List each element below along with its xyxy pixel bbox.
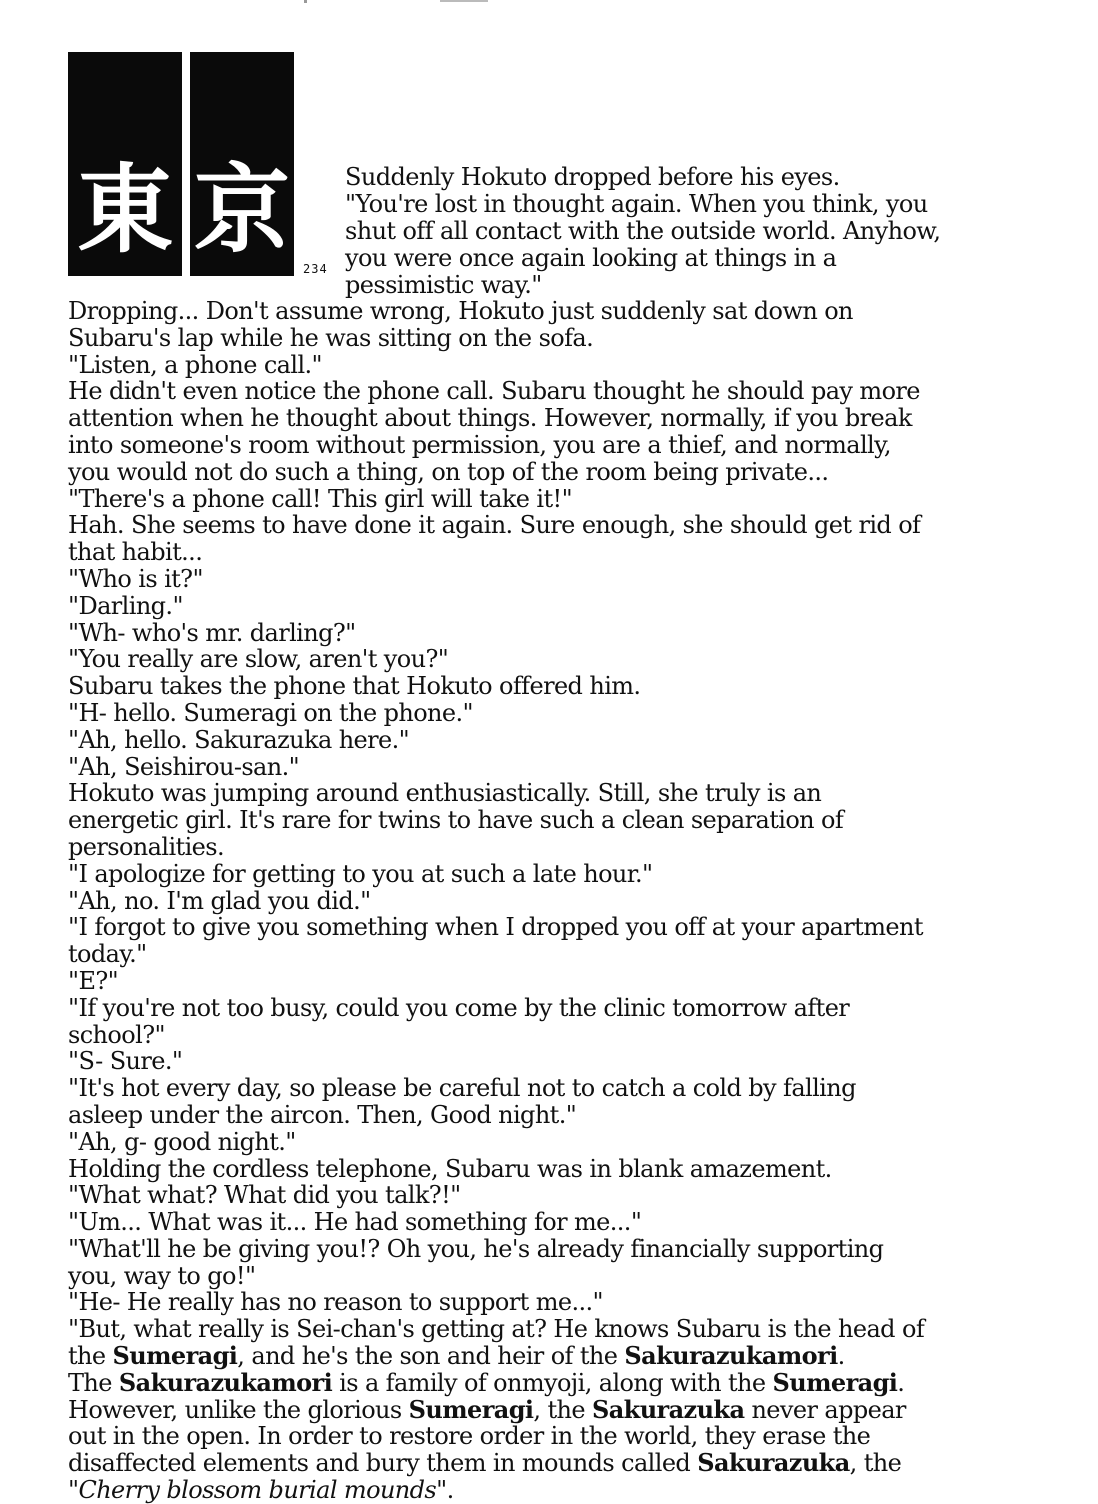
text-segment: Subaru's lap while he was sitting on the sofa. xyxy=(68,323,594,352)
scan-marks xyxy=(440,0,500,8)
text-line xyxy=(68,1129,1058,1156)
intro-paragraph xyxy=(345,164,1045,299)
text-segment: you, way to go!" xyxy=(68,1261,256,1290)
text-segment: "Darling." xyxy=(68,591,183,620)
logo-kanji-left: 東 xyxy=(77,154,173,266)
text-segment: "You really are slow, aren't you?" xyxy=(68,645,449,674)
text-segment: Dropping... Don't assume wrong, Hokuto just suddenly sat down on xyxy=(68,297,853,325)
scan-mark xyxy=(440,0,488,2)
text-line xyxy=(68,646,1058,673)
text-line xyxy=(68,834,1058,861)
bold-term: Sakurazuka xyxy=(697,1448,850,1478)
bold-term: Sakurazukamori xyxy=(118,1367,333,1397)
text-segment: "Wh- who's mr. darling?" xyxy=(68,618,356,647)
bold-term: Sumeragi xyxy=(408,1394,534,1424)
text-line xyxy=(68,1156,1058,1183)
text-line xyxy=(68,352,1058,379)
text-line xyxy=(68,861,1058,888)
text-line xyxy=(68,378,1058,405)
text-line xyxy=(68,1075,1058,1102)
text-segment: energetic girl. It's rare for twins to have such a clean separation of xyxy=(68,806,844,835)
text-segment: asleep under the aircon. Then, Good night." xyxy=(68,1100,577,1129)
text-line xyxy=(68,1343,1058,1370)
text-line xyxy=(68,298,1058,325)
text-line xyxy=(68,1316,1058,1343)
text-line xyxy=(68,780,1058,807)
text-line xyxy=(68,539,1058,566)
text-line xyxy=(68,1048,1058,1075)
text-line xyxy=(68,700,1058,727)
text-segment: is a family of onmyoji, along with the xyxy=(332,1368,773,1397)
text-line xyxy=(68,1236,1058,1263)
text-line xyxy=(68,1289,1058,1316)
text-line xyxy=(68,432,1058,459)
text-segment: "E?" xyxy=(68,966,119,995)
intro-line: Suddenly Hokuto dropped before his eyes. xyxy=(345,163,840,191)
text-segment: you would not do such a thing, on top of the room being private... xyxy=(68,457,829,486)
text-segment: "Ah, hello. Sakurazuka here." xyxy=(68,725,410,754)
text-line xyxy=(68,325,1058,352)
text-line xyxy=(68,673,1058,700)
text-line xyxy=(68,807,1058,834)
text-segment: "He- He really has no reason to support me..." xyxy=(68,1288,603,1317)
text-line xyxy=(68,1022,1058,1049)
text-segment: , the xyxy=(533,1395,592,1424)
logo-kanji-right: 京 xyxy=(194,154,290,266)
text-line xyxy=(68,566,1058,593)
bold-term: Sakurazukamori xyxy=(624,1341,838,1371)
intro-line: "You're lost in thought again. When you think, you xyxy=(345,190,928,218)
text-segment: "Who is it?" xyxy=(68,564,203,593)
text-segment: personalities. xyxy=(68,832,224,861)
intro-line: pessimistic way." xyxy=(345,271,542,299)
text-segment: "Um... What was it... He had something for me..." xyxy=(68,1208,642,1237)
text-segment: "There's a phone call! This girl will take it!" xyxy=(68,484,573,513)
text-line xyxy=(68,405,1058,432)
text-segment: Holding the cordless telephone, Subaru was in blank amazement. xyxy=(68,1154,832,1183)
bold-term: Sakurazuka xyxy=(592,1394,745,1424)
text-line xyxy=(68,1450,1058,1477)
text-line xyxy=(68,620,1058,647)
text-segment: never appear xyxy=(744,1395,906,1424)
logo-kanji-block-right xyxy=(190,52,294,276)
text-segment: "H- hello. Sumeragi on the phone." xyxy=(68,698,473,727)
text-line xyxy=(68,1367,1058,1397)
text-segment: , the xyxy=(849,1449,902,1478)
bold-term: Sumeragi xyxy=(112,1341,238,1371)
text-line xyxy=(68,995,1058,1022)
text-segment: . xyxy=(446,1476,454,1504)
text-line xyxy=(68,593,1058,620)
text-segment: "If you're not too busy, could you come by the clinic tomorrow after xyxy=(68,993,850,1022)
text-segment: "But, what really is Sei-chan's getting at? He knows Subaru is the head of xyxy=(68,1315,925,1344)
intro-line: you were once again looking at things in a xyxy=(345,244,837,272)
text-segment: "I forgot to give you something when I dropped you off at your apartment xyxy=(68,913,923,942)
text-line xyxy=(68,914,1058,941)
text-line xyxy=(68,754,1058,781)
text-segment: "It's hot every day, so please be careful not to catch a cold by falling xyxy=(68,1074,856,1103)
text-segment: the xyxy=(68,1342,113,1371)
text-segment: "Listen, a phone call." xyxy=(68,350,322,379)
text-line xyxy=(68,459,1058,486)
text-segment: "Ah, g- good night." xyxy=(68,1127,296,1156)
text-segment: Hah. She seems to have done it again. Sure enough, she should get rid of xyxy=(68,511,921,540)
logo-kanji-block-left xyxy=(68,52,182,276)
body-text xyxy=(68,298,1058,1504)
text-segment: "Cherry blossom burial mounds" xyxy=(68,1476,447,1504)
text-segment: . xyxy=(837,1342,845,1371)
text-segment: However, unlike the glorious xyxy=(68,1395,409,1424)
text-line xyxy=(68,1102,1058,1129)
text-segment: Hokuto was jumping around enthusiastically. Still, she truly is an xyxy=(68,779,822,808)
text-segment: today." xyxy=(68,940,147,969)
text-segment: attention when he thought about things. However, normally, if you break xyxy=(68,404,912,433)
text-segment: Subaru takes the phone that Hokuto offered him. xyxy=(68,672,641,701)
text-line xyxy=(68,1263,1058,1290)
text-line xyxy=(68,941,1058,968)
text-segment: "What what? What did you talk?!" xyxy=(68,1181,461,1210)
text-segment: "I apologize for getting to you at such a late hour." xyxy=(68,859,653,888)
text-segment: He didn't even notice the phone call. Subaru thought he should pay more xyxy=(68,377,920,406)
text-line xyxy=(68,486,1058,513)
text-line xyxy=(68,727,1058,754)
text-line xyxy=(68,968,1058,995)
text-segment: "S- Sure." xyxy=(68,1047,183,1076)
text-segment: . xyxy=(897,1368,905,1397)
page-number: 234 xyxy=(303,262,328,276)
text-line xyxy=(68,1209,1058,1236)
intro-line: shut off all contact with the outside world. Anyhow, xyxy=(345,217,941,245)
text-segment: , and he's the son and heir of the xyxy=(237,1342,625,1371)
text-segment: "What'll he be giving you!? Oh you, he's already financially supporting xyxy=(68,1234,884,1263)
text-segment: The xyxy=(68,1368,119,1397)
text-line xyxy=(68,1182,1058,1209)
scan-mark xyxy=(304,0,307,3)
text-segment: out in the open. In order to restore order in the world, they erase the xyxy=(68,1422,871,1451)
text-line xyxy=(68,512,1058,539)
bold-term: Sumeragi xyxy=(772,1367,898,1397)
text-segment: school?" xyxy=(68,1020,165,1049)
text-segment: that habit... xyxy=(68,538,203,567)
text-segment: disaffected elements and bury them in mounds called xyxy=(68,1449,698,1478)
text-line xyxy=(68,1394,1058,1424)
text-line xyxy=(68,888,1058,915)
text-segment: "Ah, Seishirou-san." xyxy=(68,752,300,781)
text-segment: into someone's room without permission, you are a thief, and normally, xyxy=(68,430,891,459)
text-segment: "Ah, no. I'm glad you did." xyxy=(68,886,371,915)
text-line xyxy=(68,1423,1058,1450)
